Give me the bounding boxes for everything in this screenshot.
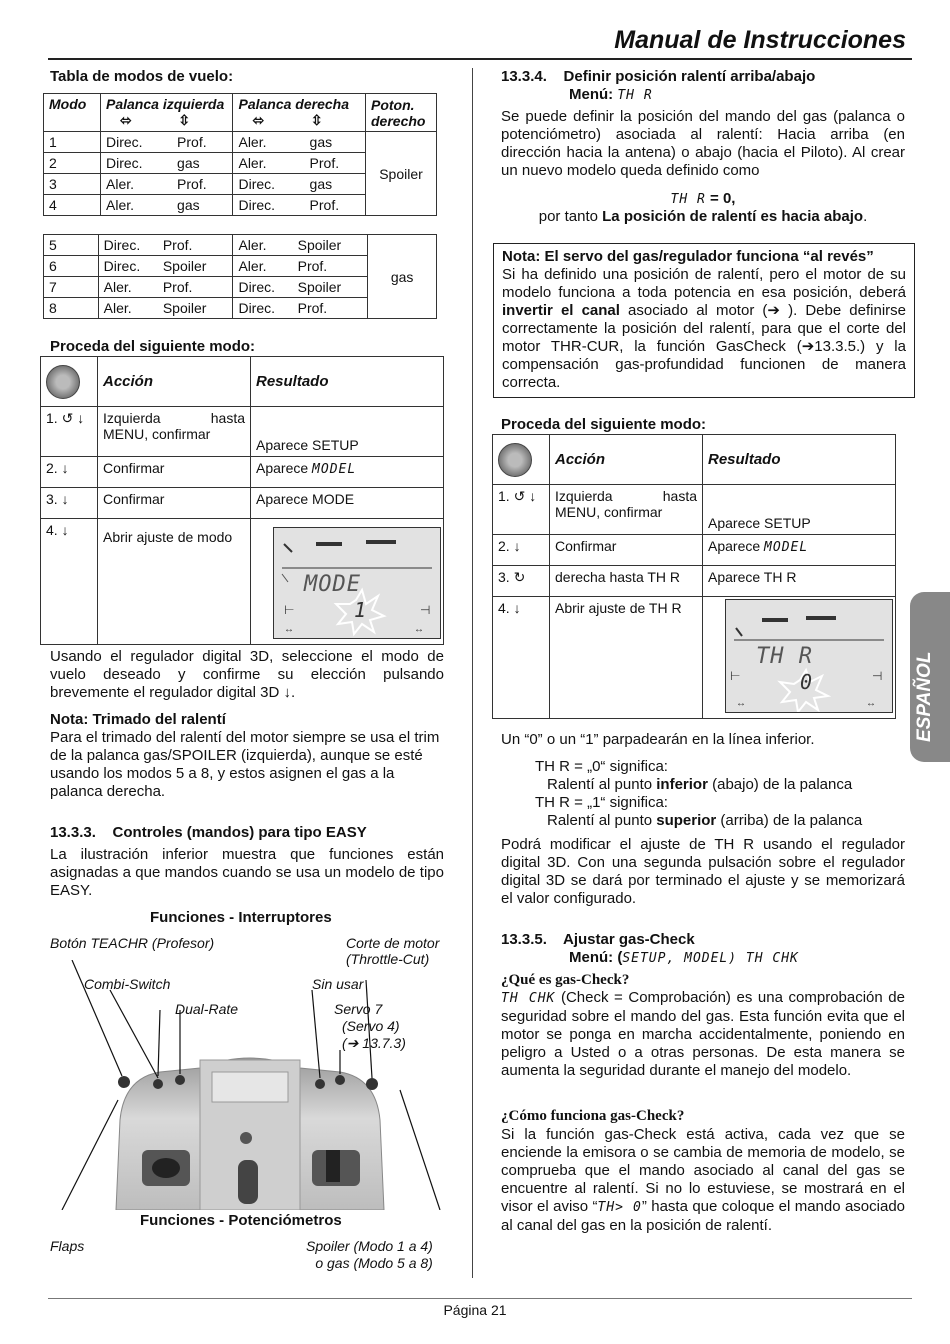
label-combi: Combi-Switch [84,976,171,992]
page-number: Página 21 [443,1302,507,1318]
flight-modes-table-1 [43,93,437,216]
table-row: 4. ↓ Abrir ajuste de modo ⊢ ⊣ ↔ ↔ MODE 1 [41,519,444,645]
table-row: 2 Direc. gas Aler. Prof. [44,153,437,174]
digital-regulator-paragraph: Usando el regulador digital 3D, seleccione el modo de vuelo deseado y confirme su elección pulsando brevemente el regulador digital 3D ↓. [50,648,444,701]
label-spoiler: Spoiler (Modo 1 a 4) o gas (Modo 5 a 8) [306,1238,433,1271]
svg-text:↔: ↔ [414,624,424,635]
footer-rule [48,1298,912,1299]
column-divider [472,68,473,1278]
svg-text:↔: ↔ [866,698,876,709]
note-reverse-text: Si ha definido una posición de ralentí, pero el motor de su modelo funciona a toda potencia en esa posición, deberá invertir el canal asociado al motor (➔ ). Debe definirse correctamente la posición del ralentí, para que el corte del motor THR-CUR, la función GasCheck (➔13.3.5.) y la compensación gas-profundidad funcionen de manera correcta. [502,266,907,391]
col-left-stick: Palanca izquierda ⬄ ⇳ [101,94,233,132]
language-tab-label: ESPAÑOL [914,651,935,742]
thr-meaning: TH R = „0“ significa: Ralentí al punto inferior (abajo) de la palanca TH R = „1“ significa: Ralentí al punto superior (arriba) de la palanca [535,758,863,829]
digital-3d-knob-icon [498,443,532,477]
label-teachr: Botón TEACHR (Profesor) [50,935,215,951]
col-modo: Modo [44,94,101,132]
menu-line: Menú: TH R [569,86,653,103]
svg-text:↔: ↔ [284,624,294,635]
answer-how: Si la función gas-Check está activa, cada vez que se enciende la emisora o se cambia de memoria de modelo, se comprueba que el mando asociado al canal del gas se encuentre al ralentí. Si no lo estuviese, se mostrará en el visor el aviso “TH> 0” hasta que coloque el mando asociado al canal del gas en la posición de ralentí. [501,1126,906,1234]
section-13-3-4-text: Se puede definir la posición del mando del gas (palanca o potenciómetro) asociada al ralentí: Hacia arriba (en dirección hacia la antena) o abajo (hacia el Piloto). Al crear un nuevo modelo queda definido como [501,108,905,179]
table-row: 8 Aler. Spoiler Direc. Prof. [44,298,437,319]
digital-3d-knob-icon [46,365,80,399]
table-row: 3. ↓ Confirmar Aparece MODE [41,488,444,519]
label-corte: Corte de motor (Throttle-Cut) [346,935,440,967]
blink-paragraph: Un “0” o un “1” parpadearán en la línea inferior. [501,731,815,748]
table-row: 2. ↓ Confirmar Aparece MODEL [493,535,896,566]
fig-title-switches: Funciones - Interruptores [150,909,332,926]
procedure-table-left [40,356,444,645]
table-row: 6 Direc. Spoiler Aler. Prof. [44,256,437,277]
section-13-3-3: 13.3.3. Controles (mandos) para tipo EASY [50,824,367,841]
section-13-3-3-text: La ilustración inferior muestra que funciones están asignadas a que mandos cuando se usa un modelo de tipo EASY. [50,846,444,899]
menu-line-2: Menú: (SETUP, MODEL) TH CHK [569,949,799,966]
pot-value-group2: gas [368,235,437,319]
question-how: ¿Cómo funciona gas-Check? [501,1108,685,1124]
col-right-stick: Palanca derecha ⬄ ⇳ [233,94,366,132]
proc-head-accion: Acción [98,357,251,407]
section-13-3-4: 13.3.4. Definir posición ralentí arriba/abajo [501,68,816,85]
label-servo7: Servo 7 (Servo 4) (➔ 13.7.3) [334,1001,406,1051]
lcd-thr-display: ⊢ ⊣ ↔ ↔ TH R 0 [725,599,893,713]
note-trim-title: Nota: Trimado del ralentí [50,711,226,728]
proc-head-resultado: Resultado [251,357,444,407]
proc-title-left: Proceda del siguiente modo: [50,338,256,355]
proc-head-accion-right: Acción [550,435,703,485]
table-row: 3 Aler. Prof. Direc. gas [44,174,437,195]
table-row: 1. ↺ ↓ Izquierda hasta MENU, confirmar Aparece SETUP [41,407,444,457]
svg-text:⊣: ⊣ [872,669,883,683]
table-row: 7 Aler. Prof. Direc. Spoiler [44,277,437,298]
section-13-3-5: 13.3.5. Ajustar gas-Check [501,931,695,948]
table-row: 2. ↓ Confirmar Aparece MODEL [41,457,444,488]
table-row: 5 Direc. Prof. Aler. Spoiler gas [44,235,437,256]
default-position-line: por tanto La posición de ralentí es hacia abajo. [538,208,868,225]
pot-value-group1: Spoiler [366,132,437,216]
flight-modes-table-2 [43,234,437,319]
page-header-title: Manual de Instrucciones [614,26,906,54]
header-rule [48,58,912,60]
svg-text:⊢: ⊢ [284,603,295,617]
procedure-table-right [492,434,896,719]
transmitter-illustration [50,960,450,1210]
modify-paragraph: Podrá modificar el ajuste de TH R usando el regulador digital 3D. Con una segunda pulsación sobre el regulador digital 3D se dará por terminado el ajuste y se memorizará el valor configurado. [501,836,905,907]
table-row: 4. ↓ Abrir ajuste de TH R ⊢ ⊣ ↔ ↔ TH R 0 [493,597,896,719]
question-what: ¿Qué es gas-Check? [501,972,630,988]
note-reverse-title: Nota: El servo del gas/regulador funciona “al revés” [502,248,874,265]
col-pot: Poton. derecho [366,94,437,132]
label-sinusar: Sin usar [312,976,364,992]
label-dualrate: Dual-Rate [175,1001,239,1017]
note-trim-text: Para el trimado del ralentí del motor siempre se usa el trim de la palanca gas/SPOILER (izquierda), aunque se esté usando los modos 5 a 8, y estos asignen el gas a la palanca derecha. [50,729,440,800]
lcd-mode-display: ⊢ ⊣ ↔ ↔ MODE 1 [273,527,441,639]
default-value-line: TH R = 0, [670,190,736,207]
table-row: 3. ↻ derecha hasta TH R Aparece TH R [493,566,896,597]
answer-what: TH CHK (Check = Comprobación) es una comprobación de seguridad sobre el mando del gas. Esta función evita que el motor se ponga en marcha accidentalmente, poniendo en peligro a Usted o a otras personas. De esta manera se aumenta la seguridad durante el manejo del modelo. [501,989,905,1079]
svg-text:⊣: ⊣ [420,603,431,617]
svg-text:↔: ↔ [736,698,746,709]
fig-title-pots: Funciones - Potenciómetros [140,1212,342,1229]
table-row: 4 Aler. gas Direc. Prof. [44,195,437,216]
svg-text:⊢: ⊢ [730,669,741,683]
language-tab[interactable] [910,592,950,762]
proc-head-resultado-right: Resultado [703,435,896,485]
table-row: 1 Direc. Prof. Aler. gas Spoiler [44,132,437,153]
modes-table-title: Tabla de modos de vuelo: [50,68,234,85]
proc-title-right: Proceda del siguiente modo: [501,416,707,433]
reverse-servo-note [493,243,915,398]
table-row: 1. ↺ ↓ Izquierda hasta MENU, confirmar Aparece SETUP [493,485,896,535]
label-flaps: Flaps [50,1238,85,1254]
